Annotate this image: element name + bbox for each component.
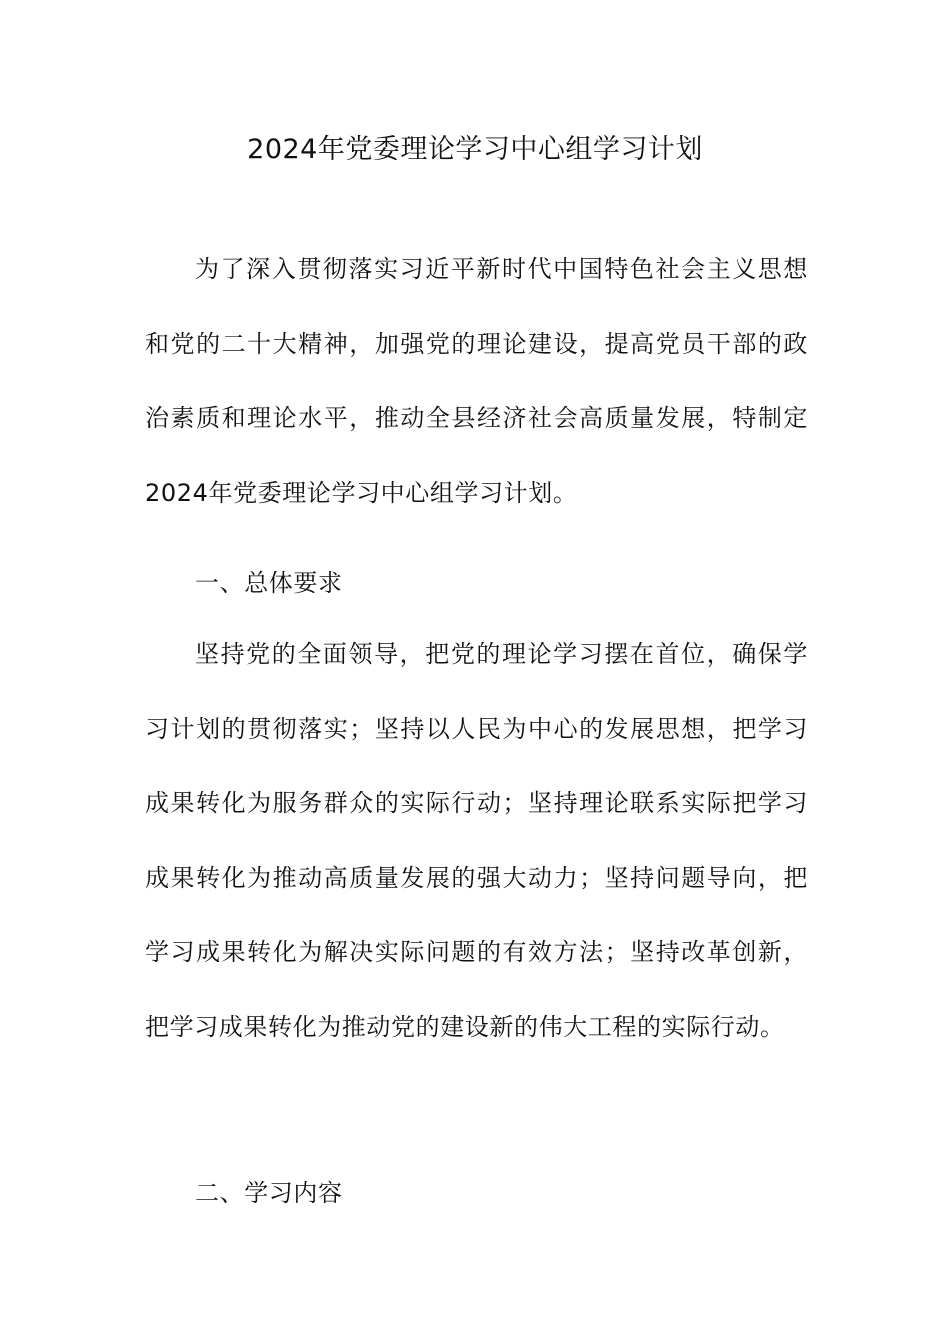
- document-title: 2024年党委理论学习中心组学习计划: [247, 134, 703, 165]
- section-body-general-requirements: 坚持党的全面领导，把党的理论学习摆在首位，确保学习计划的贯彻落实；坚持以人民为中心的发展思想，把学习成果转化为服务群众的实际行动；坚持理论联系实际把学习成果转化为推动高质量发展的强大动力；坚持问题导向，把学习成果转化为解决实际问题的有效方法；坚持改革创新，把学习成果转化为推动党的建设新的伟大工程的实际行动。: [145, 640, 808, 1041]
- section-heading-general-requirements: 一、总体要求: [195, 569, 343, 597]
- intro-paragraph: 为了深入贯彻落实习近平新时代中国特色社会主义思想和党的二十大精神，加强党的理论建设，提高党员干部的政治素质和理论水平，推动全县经济社会高质量发展，特制定2024年党委理论学习中心组学习计划。: [145, 255, 808, 507]
- section-heading-study-content: 二、学习内容: [195, 1179, 343, 1207]
